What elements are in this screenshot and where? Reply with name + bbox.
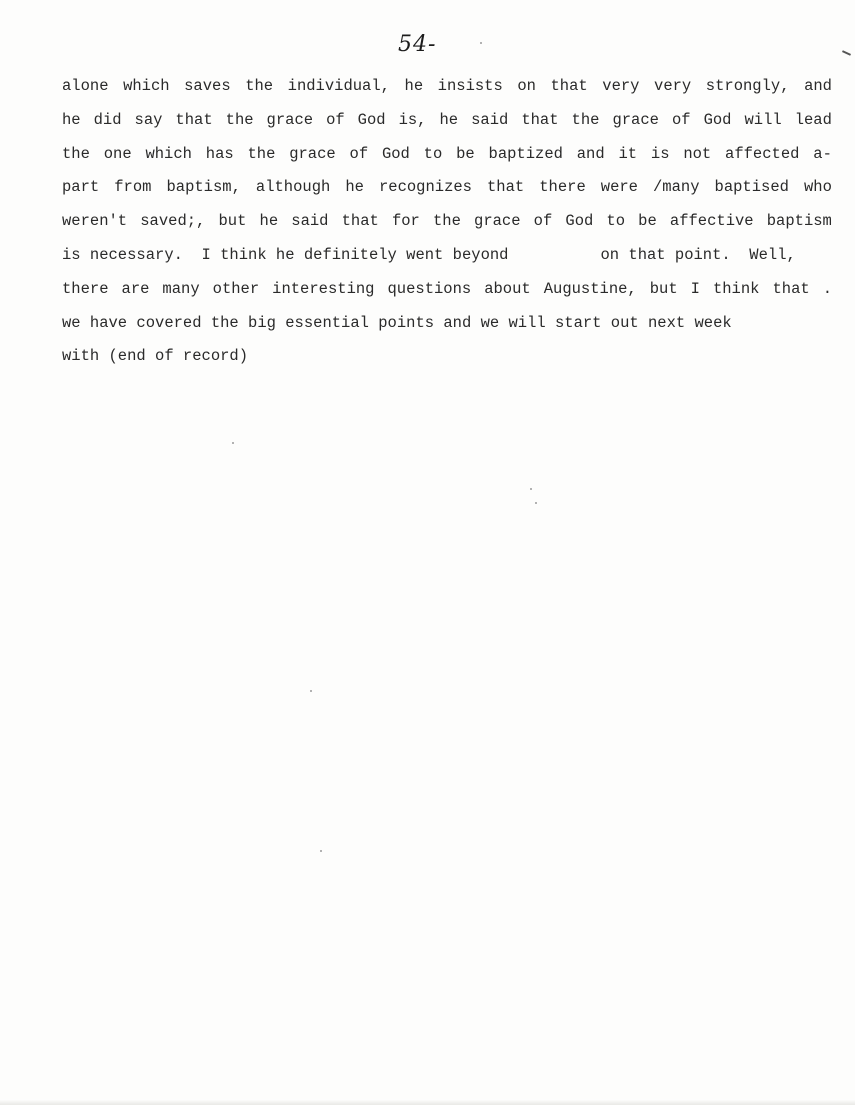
word: I bbox=[690, 279, 700, 298]
text-line bbox=[62, 138, 832, 172]
page-number: 54- bbox=[398, 32, 437, 57]
word: to bbox=[606, 212, 626, 231]
word: . bbox=[822, 279, 832, 298]
word: he bbox=[62, 110, 81, 129]
word: are bbox=[121, 279, 150, 298]
word: the bbox=[245, 77, 274, 95]
word: to bbox=[423, 144, 443, 163]
text-line-after-gap: on that point. Well, bbox=[600, 245, 796, 264]
word: and bbox=[804, 77, 832, 95]
word: not bbox=[683, 144, 712, 163]
transcript-body bbox=[62, 70, 832, 374]
word: the bbox=[571, 110, 600, 129]
word: that bbox=[487, 178, 525, 197]
word: strongly, bbox=[705, 77, 790, 95]
word: God bbox=[565, 212, 594, 231]
text-line bbox=[62, 171, 832, 205]
word: were bbox=[600, 178, 638, 197]
paper-speck bbox=[535, 502, 537, 504]
text-line-before-gap: is necessary. I think he definitely went beyond bbox=[62, 245, 509, 264]
text-line bbox=[62, 205, 832, 239]
paper-speck bbox=[232, 442, 234, 444]
text-line bbox=[62, 273, 832, 307]
word: there bbox=[539, 178, 586, 197]
word: that bbox=[550, 77, 588, 95]
word: insists bbox=[437, 77, 503, 95]
margin-mark bbox=[842, 50, 851, 56]
word: affective bbox=[669, 212, 754, 231]
word: from bbox=[114, 178, 152, 197]
word: the bbox=[432, 212, 461, 231]
word: grace bbox=[474, 212, 521, 231]
word: questions bbox=[387, 279, 472, 298]
word: on bbox=[517, 77, 536, 95]
word: other bbox=[212, 279, 260, 298]
word: that bbox=[772, 279, 810, 298]
word: baptism bbox=[766, 212, 832, 231]
word: did bbox=[93, 110, 122, 129]
word: that bbox=[341, 212, 379, 231]
word: he bbox=[345, 178, 364, 197]
word: lead bbox=[794, 110, 832, 129]
word: of bbox=[533, 212, 553, 231]
word: is bbox=[650, 144, 670, 163]
word: affected bbox=[725, 144, 800, 163]
word: think bbox=[712, 279, 760, 298]
text-line bbox=[62, 70, 832, 104]
word: the bbox=[62, 144, 90, 163]
word: God bbox=[381, 144, 410, 163]
word: he bbox=[439, 110, 459, 129]
word: although bbox=[255, 178, 331, 197]
word: baptised bbox=[714, 178, 789, 197]
word: individual, bbox=[287, 77, 390, 95]
word: alone bbox=[62, 77, 109, 95]
word: saved;, bbox=[140, 212, 206, 231]
word: of bbox=[349, 144, 369, 163]
word: which bbox=[123, 77, 170, 95]
word: grace bbox=[612, 110, 659, 129]
word: part bbox=[62, 178, 100, 197]
word: baptized bbox=[488, 144, 563, 163]
word: /many bbox=[653, 178, 700, 197]
word: interesting bbox=[272, 279, 375, 298]
word: there bbox=[62, 279, 109, 298]
word: the bbox=[225, 110, 254, 129]
word: will bbox=[744, 110, 782, 129]
word: very bbox=[602, 77, 640, 95]
word: but bbox=[218, 212, 247, 231]
word: weren't bbox=[62, 212, 128, 231]
word: recognizes bbox=[378, 178, 472, 197]
word: grace bbox=[266, 110, 314, 129]
word: God bbox=[703, 110, 732, 129]
word: a- bbox=[813, 144, 832, 163]
word: and bbox=[576, 144, 605, 163]
word: said bbox=[471, 110, 509, 129]
word: who bbox=[803, 178, 832, 197]
text-line: we have covered the big essential points and we will start out next week bbox=[62, 313, 732, 332]
paper-speck bbox=[480, 42, 482, 44]
word: very bbox=[654, 77, 692, 95]
word: is, bbox=[398, 110, 427, 129]
word: of bbox=[671, 110, 691, 129]
word: which bbox=[145, 144, 192, 163]
paper-speck bbox=[530, 488, 532, 490]
word: Augustine, bbox=[543, 279, 637, 298]
word: that bbox=[175, 110, 213, 129]
text-line-with-gap bbox=[62, 239, 832, 273]
word: the bbox=[247, 144, 276, 163]
word: about bbox=[484, 279, 531, 298]
word: grace bbox=[289, 144, 336, 163]
word: many bbox=[162, 279, 200, 298]
word: be bbox=[638, 212, 657, 231]
word: he bbox=[404, 77, 424, 95]
paper-speck bbox=[320, 850, 322, 852]
text-line bbox=[62, 104, 832, 138]
word: one bbox=[103, 144, 132, 163]
word: be bbox=[456, 144, 475, 163]
paper-speck bbox=[310, 690, 312, 692]
word: but bbox=[649, 279, 678, 298]
word: said bbox=[291, 212, 329, 231]
word: it bbox=[618, 144, 638, 163]
word: has bbox=[205, 144, 234, 163]
word: God bbox=[357, 110, 386, 129]
word: he bbox=[259, 212, 279, 231]
word: say bbox=[134, 110, 163, 129]
word: baptism, bbox=[166, 178, 241, 197]
word: that bbox=[521, 110, 559, 129]
text-line: with (end of record) bbox=[62, 347, 249, 366]
word: saves bbox=[184, 77, 231, 95]
page-bottom-edge bbox=[0, 1099, 855, 1105]
word: of bbox=[326, 110, 345, 129]
word: for bbox=[391, 212, 420, 231]
